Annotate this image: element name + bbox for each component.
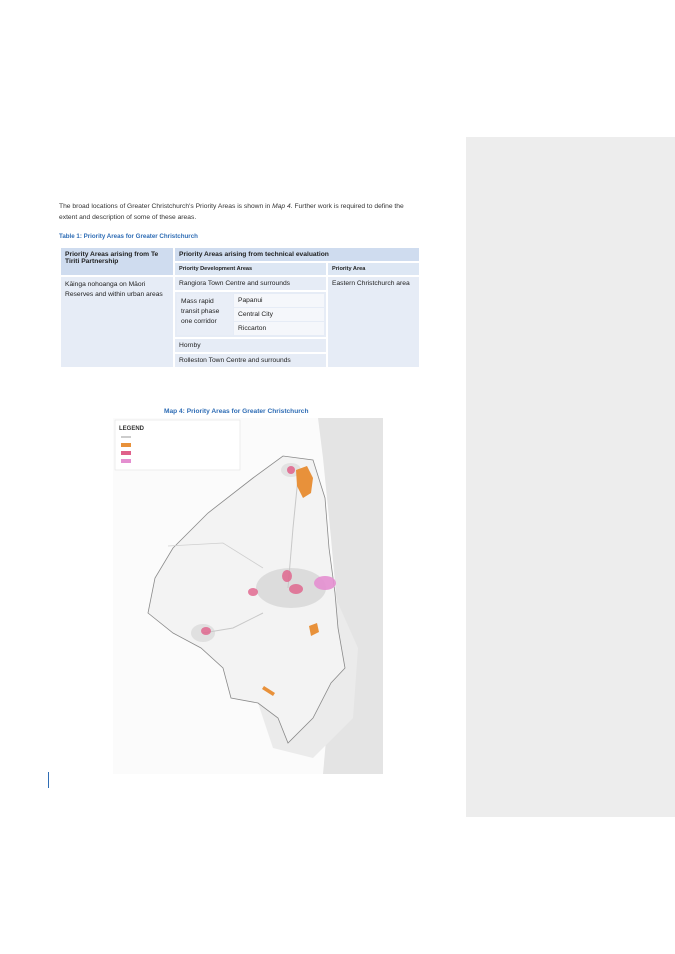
eastern-cell: Eastern Christchurch area [328, 277, 419, 367]
col1-header: Priority Areas arising from Te Tiriti Partnership [61, 248, 173, 275]
map-title: Map 4: Priority Areas for Greater Christchurch [164, 408, 309, 415]
legend-tiriti-swatch [121, 443, 131, 447]
col1-value: Kāinga nohoanga on Māori Reserves and within urban areas [61, 277, 173, 367]
col2-header: Priority Areas arising from technical evaluation [175, 248, 419, 261]
rangiora-cell: Rangiora Town Centre and surrounds [175, 277, 326, 290]
legend-title: LEGEND [119, 426, 145, 432]
map-figure [113, 418, 383, 774]
text-cursor [48, 772, 49, 788]
development-area-rangiora [287, 466, 295, 474]
development-area-rolleston [201, 627, 211, 635]
mrt-block [175, 292, 326, 337]
subheader-priority-area: Priority Area [328, 263, 419, 275]
legend-development-swatch [121, 451, 131, 455]
intro-text-end: . Further work is required to define the extent and description of some of these areas. [59, 202, 404, 221]
papanui-cell: Papanui [234, 294, 324, 307]
development-area-hornby [248, 588, 258, 596]
table-caption: Table 1: Priority Areas for Greater Christchurch [59, 233, 198, 240]
map-reference: Map 4 [272, 202, 291, 210]
riccarton-cell: Riccarton [234, 322, 324, 335]
development-area-papanui [282, 570, 292, 582]
comment-pane [466, 137, 675, 817]
central-city-cell: Central City [234, 308, 324, 321]
mrt-table [176, 293, 325, 336]
intro-text: The broad locations of Greater Christchurch's Priority Areas is shown in [59, 202, 273, 210]
mrt-cell: Mass rapid transit phase one corridor [177, 294, 233, 335]
map-svg [113, 418, 383, 774]
development-area-central-city [289, 584, 303, 594]
subheader-development: Priority Development Areas [175, 263, 326, 275]
hornby-cell: Hornby [175, 339, 326, 352]
priority-areas-table [59, 246, 421, 369]
intro-paragraph [59, 201, 419, 223]
rolleston-cell: Rolleston Town Centre and surrounds [175, 354, 326, 367]
eastern-christchurch-area [314, 576, 336, 590]
legend-eastern-swatch [121, 459, 131, 463]
